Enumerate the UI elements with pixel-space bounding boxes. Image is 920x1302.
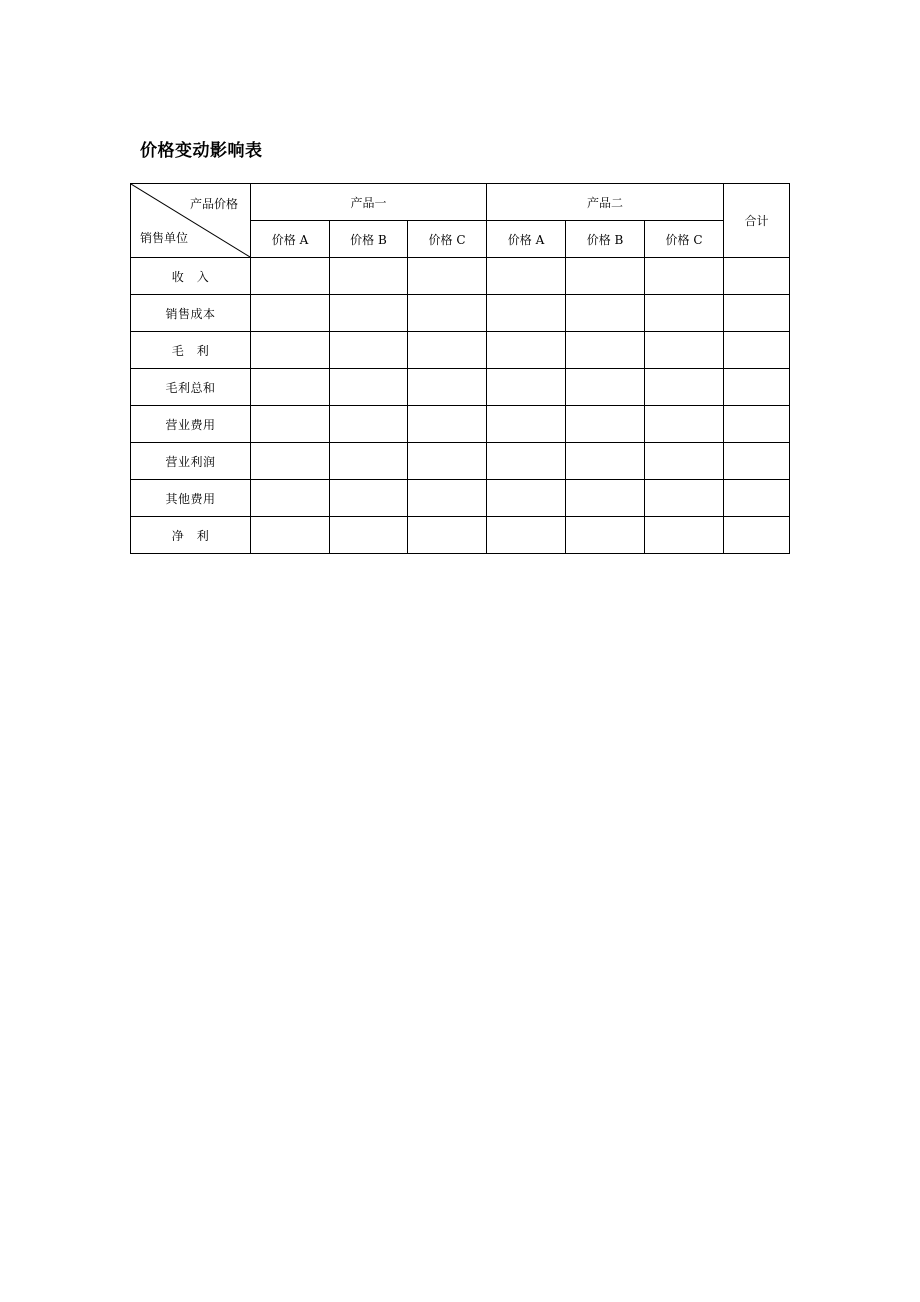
data-cell[interactable]	[251, 406, 330, 443]
corner-label-product-price: 产品价格	[189, 197, 238, 211]
table-row	[131, 480, 790, 517]
data-cell[interactable]	[251, 443, 330, 480]
data-cell[interactable]	[724, 295, 790, 332]
data-cell[interactable]	[330, 406, 408, 443]
data-cell[interactable]	[487, 295, 566, 332]
total-header: 合计	[724, 184, 790, 258]
price-header: 价格 A	[487, 221, 566, 258]
row-label: 毛利总和	[131, 369, 251, 406]
header-row-groups	[131, 184, 790, 221]
data-cell[interactable]	[724, 480, 790, 517]
data-cell[interactable]	[566, 517, 645, 554]
data-cell[interactable]	[251, 332, 330, 369]
group-header-product-1: 产品一	[251, 184, 487, 221]
table-row	[131, 406, 790, 443]
data-cell[interactable]	[487, 369, 566, 406]
data-cell[interactable]	[645, 406, 724, 443]
data-cell[interactable]	[330, 258, 408, 295]
data-cell[interactable]	[645, 258, 724, 295]
table-row	[131, 258, 790, 295]
data-cell[interactable]	[645, 332, 724, 369]
data-cell[interactable]	[251, 369, 330, 406]
data-cell[interactable]	[408, 480, 487, 517]
data-cell[interactable]	[330, 443, 408, 480]
table-row	[131, 369, 790, 406]
data-cell[interactable]	[330, 480, 408, 517]
data-cell[interactable]	[566, 369, 645, 406]
data-cell[interactable]	[408, 295, 487, 332]
data-cell[interactable]	[487, 258, 566, 295]
price-header: 价格 C	[408, 221, 487, 258]
table-row	[131, 443, 790, 480]
data-cell[interactable]	[645, 517, 724, 554]
data-cell[interactable]	[487, 443, 566, 480]
table-row	[131, 295, 790, 332]
data-cell[interactable]	[724, 258, 790, 295]
data-cell[interactable]	[645, 295, 724, 332]
data-cell[interactable]	[251, 480, 330, 517]
data-cell[interactable]	[330, 332, 408, 369]
data-cell[interactable]	[487, 332, 566, 369]
data-cell[interactable]	[487, 517, 566, 554]
data-cell[interactable]	[251, 295, 330, 332]
data-cell[interactable]	[645, 443, 724, 480]
data-cell[interactable]	[330, 517, 408, 554]
row-label: 收 入	[131, 258, 251, 295]
data-cell[interactable]	[566, 258, 645, 295]
corner-header-cell	[131, 184, 251, 258]
group-header-product-2: 产品二	[487, 184, 724, 221]
data-cell[interactable]	[408, 332, 487, 369]
data-cell[interactable]	[645, 480, 724, 517]
table-row	[131, 332, 790, 369]
data-cell[interactable]	[251, 517, 330, 554]
row-label: 营业利润	[131, 443, 251, 480]
data-cell[interactable]	[724, 517, 790, 554]
data-cell[interactable]	[724, 332, 790, 369]
data-cell[interactable]	[487, 480, 566, 517]
data-cell[interactable]	[408, 369, 487, 406]
price-header: 价格 C	[645, 221, 724, 258]
data-cell[interactable]	[408, 406, 487, 443]
data-cell[interactable]	[724, 443, 790, 480]
price-change-impact-table	[130, 183, 790, 554]
price-header: 价格 B	[566, 221, 645, 258]
data-cell[interactable]	[408, 517, 487, 554]
data-cell[interactable]	[566, 443, 645, 480]
corner-label-sales-unit: 销售单位	[140, 231, 189, 245]
row-label: 净 利	[131, 517, 251, 554]
data-cell[interactable]	[408, 443, 487, 480]
data-cell[interactable]	[408, 258, 487, 295]
data-cell[interactable]	[566, 480, 645, 517]
data-cell[interactable]	[566, 406, 645, 443]
data-cell[interactable]	[330, 369, 408, 406]
price-header: 价格 B	[330, 221, 408, 258]
table-row	[131, 517, 790, 554]
data-cell[interactable]	[645, 369, 724, 406]
data-cell[interactable]	[724, 369, 790, 406]
data-cell[interactable]	[487, 406, 566, 443]
data-cell[interactable]	[251, 258, 330, 295]
row-label: 其他费用	[131, 480, 251, 517]
row-label: 销售成本	[131, 295, 251, 332]
page-title: 价格变动影响表	[140, 141, 263, 161]
data-cell[interactable]	[566, 295, 645, 332]
data-cell[interactable]	[330, 295, 408, 332]
row-label: 营业费用	[131, 406, 251, 443]
price-header: 价格 A	[251, 221, 330, 258]
data-cell[interactable]	[724, 406, 790, 443]
row-label: 毛 利	[131, 332, 251, 369]
data-cell[interactable]	[566, 332, 645, 369]
